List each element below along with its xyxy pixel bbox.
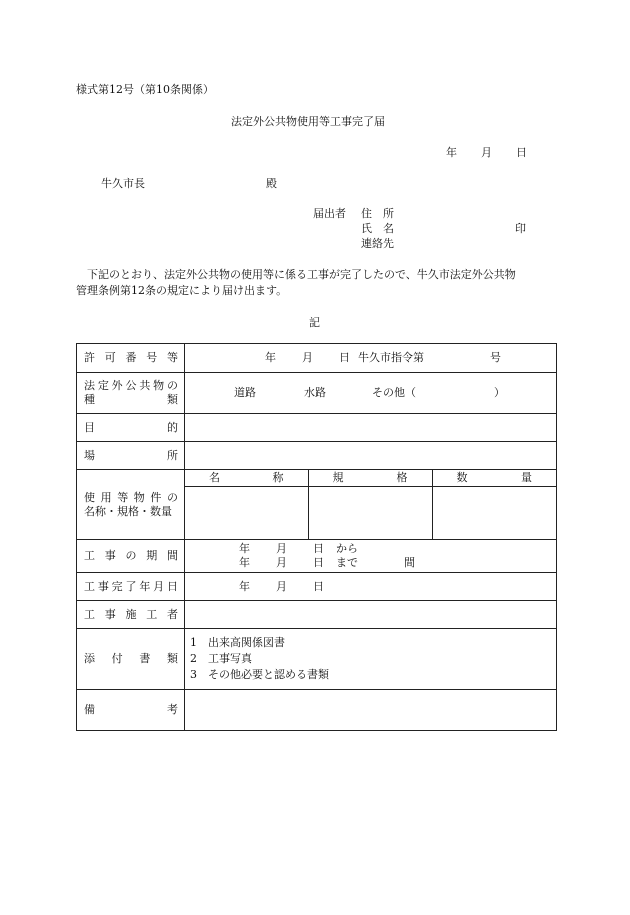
- seal-mark: 印: [515, 222, 526, 235]
- date-day: 日: [516, 146, 527, 159]
- attachment-item-1: 1 出来高関係図書: [190, 636, 285, 649]
- row-contractor: [77, 601, 557, 629]
- form-table: [76, 343, 557, 731]
- attachments-label: 添 付 書 類: [84, 652, 178, 665]
- contractor-value-cell[interactable]: [185, 601, 557, 629]
- period-value-cell[interactable]: [185, 540, 557, 573]
- items-subtable: [185, 470, 556, 539]
- date-line: [446, 146, 527, 160]
- addressee-honorific: 殿: [266, 177, 277, 190]
- body-text-line-1: 下記のとおり、法定外公共物の使用等に係る工事が完了したので、牛久市法定外公共物: [87, 268, 516, 281]
- period-label: 工 事 の 期 間: [84, 549, 178, 562]
- body-text-line-2: 管理条例第12条の規定により届け出ます。: [76, 284, 288, 297]
- items-label-line1: 使 用 等 物 件 の: [84, 490, 178, 504]
- contractor-label-cell: [77, 601, 185, 629]
- items-qty-input[interactable]: [432, 487, 556, 540]
- purpose-label-cell: [77, 414, 185, 442]
- permit-day: 日: [339, 351, 350, 364]
- form-number: 様式第12号（第10条関係）: [76, 83, 214, 96]
- remarks-label-cell: [77, 690, 185, 731]
- row-items: [77, 470, 557, 540]
- permit-label: 許 可 番 号 等: [84, 351, 178, 364]
- attachment-item-3: 3 その他必要と認める書類: [190, 668, 329, 681]
- period-line-to: 年 月 日 まで 間: [239, 556, 415, 569]
- row-place: [77, 442, 557, 470]
- row-period: [77, 540, 557, 573]
- addressee-name: 牛久市長: [101, 177, 145, 190]
- kind-option-other-close: ）: [494, 386, 505, 399]
- row-remarks: [77, 690, 557, 731]
- items-label-cell: [77, 470, 185, 540]
- remarks-value-cell[interactable]: [185, 690, 557, 731]
- submitter-label: 届出者: [313, 207, 346, 220]
- permit-year: 年: [265, 351, 276, 364]
- permit-month: 月: [302, 351, 313, 364]
- completion-month: 月: [276, 579, 287, 593]
- contractor-label: 工 事 施 工 者: [84, 607, 178, 621]
- kind-option-other[interactable]: その他（: [372, 386, 416, 399]
- col-header-spec: 規 格: [308, 470, 432, 487]
- permit-number-suffix: 号: [490, 351, 501, 364]
- remarks-label: 備 考: [84, 703, 178, 716]
- page-title: 法定外公共物使用等工事完了届: [231, 115, 385, 128]
- kind-option-waterway[interactable]: 水路: [304, 386, 326, 399]
- col-header-qty: 数 量: [432, 470, 556, 487]
- row-completion: [77, 573, 557, 601]
- purpose-label: 目 的: [84, 420, 178, 434]
- col-header-name: 名 称: [185, 470, 308, 487]
- completion-year: 年: [239, 579, 250, 593]
- completion-label-cell: [77, 573, 185, 601]
- row-purpose: [77, 414, 557, 442]
- items-name-input[interactable]: [185, 487, 308, 540]
- kind-value-cell[interactable]: [185, 373, 557, 414]
- attachments-label-cell: [77, 629, 185, 690]
- place-label: 場 所: [84, 448, 178, 462]
- submitter-contact-label: 連絡先: [361, 237, 394, 250]
- kind-label-line2: 種 類: [84, 393, 178, 406]
- kind-label-cell: [77, 373, 185, 414]
- date-year: 年: [446, 146, 457, 159]
- kind-label-line1: 法 定 外 公 共 物 の: [84, 379, 178, 392]
- place-value-cell[interactable]: [185, 442, 557, 470]
- purpose-value-cell[interactable]: [185, 414, 557, 442]
- period-line-from: 年 月 日 から: [239, 542, 358, 555]
- period-label-cell: [77, 540, 185, 573]
- attachments-value-cell: [185, 629, 557, 690]
- submitter-name-label: 氏 名: [361, 222, 394, 235]
- permit-label-cell: [77, 344, 185, 373]
- items-value-cell: [185, 470, 557, 540]
- row-attachments: [77, 629, 557, 690]
- kind-option-road[interactable]: 道路: [234, 386, 256, 399]
- items-label-line2: 名称・規格・数量: [84, 504, 172, 518]
- attachment-item-2: 2 工事写真: [190, 652, 252, 665]
- row-permit: [77, 344, 557, 373]
- permit-value-cell[interactable]: [185, 344, 557, 373]
- completion-label: 工 事 完 了 年 月 日: [84, 579, 178, 593]
- completion-value-cell[interactable]: [185, 573, 557, 601]
- place-label-cell: [77, 442, 185, 470]
- completion-day: 日: [313, 579, 324, 593]
- items-spec-input[interactable]: [308, 487, 432, 540]
- ki-heading: 記: [309, 316, 320, 329]
- date-month: 月: [481, 146, 492, 159]
- permit-designation: 牛久市指令第: [358, 351, 424, 364]
- submitter-address-label: 住 所: [361, 207, 394, 220]
- row-kind: [77, 373, 557, 414]
